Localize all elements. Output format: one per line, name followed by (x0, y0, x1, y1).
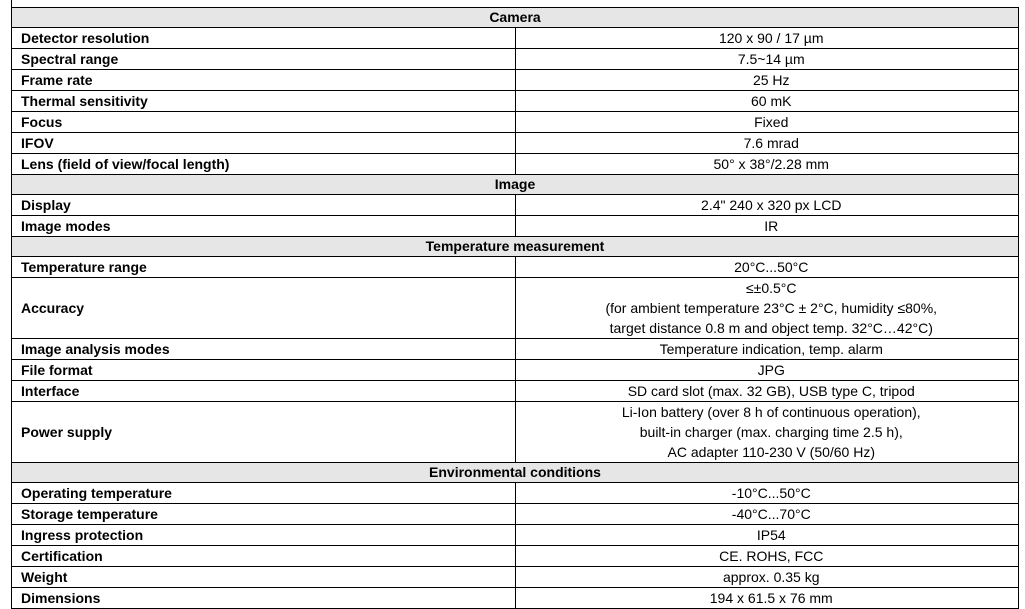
spec-value-temperature-range (515, 257, 1019, 278)
spec-value-line: 20°C...50°C (734, 259, 809, 275)
section-title: Camera (12, 8, 1019, 28)
table-row (12, 546, 1019, 567)
spec-value-line: ≤±0.5°C (745, 280, 797, 296)
spec-value-line: 7.5~14 µm (737, 51, 805, 67)
spec-value-image-modes (515, 216, 1019, 237)
section-header-camera (12, 8, 1019, 28)
spec-label-detector-resolution: Detector resolution (12, 28, 516, 49)
table-row (12, 195, 1019, 216)
spec-value-thermal-sensitivity (515, 91, 1019, 112)
specifications-table (11, 7, 1019, 609)
spec-label-focus: Focus (12, 112, 516, 133)
table-row (12, 504, 1019, 525)
spec-value-line: SD card slot (max. 32 GB), USB type C, tripod (627, 383, 915, 399)
spec-value-accuracy (515, 278, 1019, 339)
spec-value-line: (for ambient temperature 23°C ± 2°C, humidity ≤80%, (605, 300, 938, 316)
spec-value-line: 194 x 61.5 x 76 mm (709, 590, 833, 606)
spec-label-accuracy: Accuracy (12, 278, 516, 339)
spec-value-image-analysis-modes (515, 339, 1019, 360)
spec-value-line: 120 x 90 / 17 µm (718, 30, 824, 46)
spec-label-image-analysis-modes: Image analysis modes (12, 339, 516, 360)
spec-value-weight (515, 567, 1019, 588)
table-row (12, 70, 1019, 91)
table-row (12, 381, 1019, 402)
spec-label-temperature-range: Temperature range (12, 257, 516, 278)
table-row (12, 133, 1019, 154)
spec-value-certification (515, 546, 1019, 567)
table-row (12, 257, 1019, 278)
spec-value-line: 7.6 mrad (743, 135, 799, 151)
section-title: Environmental conditions (12, 463, 1019, 483)
spec-value-line: JPG (757, 362, 785, 378)
table-row (12, 483, 1019, 504)
spec-label-spectral-range: Spectral range (12, 49, 516, 70)
table-row (12, 278, 1019, 339)
spec-value-line: -40°C...70°C (731, 506, 811, 522)
spec-value-line: Li-Ion battery (over 8 h of continuous operation), (621, 404, 921, 420)
spec-label-weight: Weight (12, 567, 516, 588)
spec-label-ifov: IFOV (12, 133, 516, 154)
spec-value-interface (515, 381, 1019, 402)
table-row (12, 49, 1019, 70)
spec-label-storage-temperature: Storage temperature (12, 504, 516, 525)
spec-value-dimensions (515, 588, 1019, 609)
section-title: Image (12, 175, 1019, 195)
table-row (12, 28, 1019, 49)
spec-label-power-supply: Power supply (12, 402, 516, 463)
table-row (12, 588, 1019, 609)
table-row (12, 360, 1019, 381)
spec-value-line: CE. ROHS, FCC (719, 548, 824, 564)
spec-value-file-format (515, 360, 1019, 381)
spec-label-file-format: File format (12, 360, 516, 381)
spec-value-ifov (515, 133, 1019, 154)
spec-value-line: AC adapter 110-230 V (50/60 Hz) (667, 444, 876, 460)
spec-label-ingress-protection: Ingress protection (12, 525, 516, 546)
spec-value-line: target distance 0.8 m and object temp. 32°C…42°C) (609, 320, 933, 336)
spec-label-certification: Certification (12, 546, 516, 567)
spec-value-ingress-protection (515, 525, 1019, 546)
table-row (12, 91, 1019, 112)
spec-value-line: 25 Hz (752, 72, 790, 88)
spec-label-dimensions: Dimensions (12, 588, 516, 609)
table-row (12, 216, 1019, 237)
spec-value-focus (515, 112, 1019, 133)
spec-value-lens-field-of-view-focal-length (515, 154, 1019, 175)
spec-value-line: -10°C...50°C (731, 485, 811, 501)
spec-label-display: Display (12, 195, 516, 216)
spec-value-power-supply (515, 402, 1019, 463)
spec-value-detector-resolution (515, 28, 1019, 49)
section-header-environmental-conditions (12, 463, 1019, 483)
spec-value-line: Temperature indication, temp. alarm (659, 341, 883, 357)
spec-label-frame-rate: Frame rate (12, 70, 516, 91)
section-title: Temperature measurement (12, 237, 1019, 257)
spec-label-image-modes: Image modes (12, 216, 516, 237)
spec-value-line: Fixed (754, 114, 789, 130)
spec-value-line: 2.4" 240 x 320 px LCD (701, 197, 842, 213)
spec-value-line: 50° x 38°/2.28 mm (713, 156, 829, 172)
spec-value-line: IR (764, 218, 779, 234)
spec-value-operating-temperature (515, 483, 1019, 504)
table-row (12, 112, 1019, 133)
table-row (12, 402, 1019, 463)
table-row (12, 525, 1019, 546)
spec-value-line: built-in charger (max. charging time 2.5 h), (639, 424, 903, 440)
section-header-image (12, 175, 1019, 195)
spec-value-line: approx. 0.35 kg (722, 569, 820, 585)
table-row (12, 154, 1019, 175)
spec-value-frame-rate (515, 70, 1019, 91)
spec-value-spectral-range (515, 49, 1019, 70)
spec-value-line: IP54 (756, 527, 786, 543)
spec-label-interface: Interface (12, 381, 516, 402)
specifications-table-body (12, 8, 1019, 609)
spec-label-thermal-sensitivity: Thermal sensitivity (12, 91, 516, 112)
spec-label-lens-field-of-view-focal-length: Lens (field of view/focal length) (12, 154, 516, 175)
spec-value-line: 60 mK (751, 93, 792, 109)
table-row (12, 567, 1019, 588)
spec-value-display (515, 195, 1019, 216)
page-edge-mark (11, 0, 12, 7)
section-header-temperature-measurement (12, 237, 1019, 257)
spec-value-storage-temperature (515, 504, 1019, 525)
table-row (12, 339, 1019, 360)
spec-label-operating-temperature: Operating temperature (12, 483, 516, 504)
